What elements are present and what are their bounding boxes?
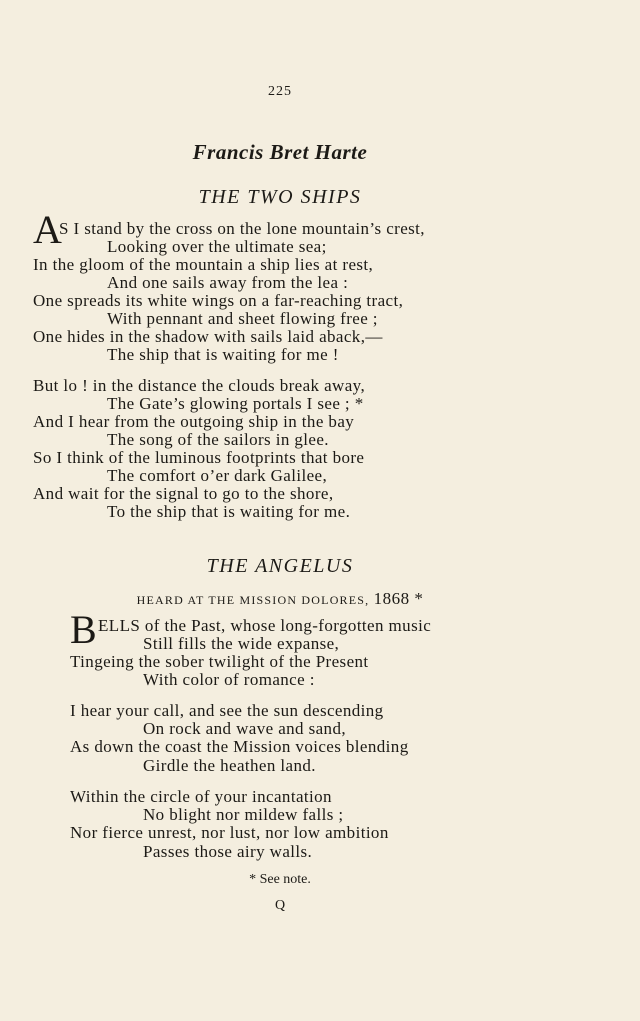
drop-cap-b: B (70, 607, 97, 652)
poem-title-two-ships: THE TWO SHIPS (198, 186, 362, 208)
poem-line: Within the circle of your incantation (70, 787, 332, 806)
poem-line: On rock and wave and sand, (143, 719, 347, 738)
poem-line: One hides in the shadow with sails laid aback,— (33, 327, 383, 346)
poem-line: So I think of the luminous footprints that bore (33, 448, 365, 467)
poem-line: No blight nor mildew falls ; (143, 805, 344, 824)
subtitle-text: HEARD AT THE MISSION DOLORES, (136, 593, 370, 607)
poem-line: Tingeing the sober twilight of the Present (70, 652, 369, 671)
poem-line: S I stand by the cross on the lone mountain’s crest, (59, 219, 425, 238)
poem-line: And one sails away from the lea : (107, 273, 349, 292)
author-heading: Francis Bret Harte (192, 140, 368, 164)
poem-line: ELLS of the Past, whose long-forgotten music (98, 616, 432, 635)
drop-cap-a: A (33, 207, 62, 252)
page-number: 225 (268, 84, 292, 99)
poem-line: The Gate’s glowing portals I see ; * (107, 394, 364, 413)
poem-line: The comfort o’er dark Galilee, (107, 466, 328, 485)
poem-line: And I hear from the outgoing ship in the bay (33, 412, 355, 431)
subtitle-year: 1868 * (373, 589, 424, 608)
poem-line: The ship that is waiting for me ! (107, 345, 339, 364)
poem-line: And wait for the signal to go to the shore, (33, 484, 334, 503)
poem-line: With color of romance : (143, 670, 315, 689)
poem-line: To the ship that is waiting for me. (107, 502, 351, 521)
poem-line: Looking over the ultimate sea; (107, 237, 327, 256)
poem-line: Girdle the heathen land. (143, 756, 316, 775)
poem-line: Nor fierce unrest, nor lust, nor low ambition (70, 823, 389, 842)
poem-line: Still fills the wide expanse, (143, 634, 340, 653)
poem-line: But lo ! in the distance the clouds break away, (33, 376, 366, 395)
poem-subtitle (0, 589, 560, 609)
poem-title-angelus: THE ANGELUS (206, 555, 354, 577)
poem-line: One spreads its white wings on a far-reaching tract, (33, 291, 404, 310)
signature-mark: Q (274, 898, 286, 913)
poem-line: With pennant and sheet flowing free ; (107, 309, 378, 328)
poem-line: As down the coast the Mission voices blending (70, 737, 409, 756)
poem-line: In the gloom of the mountain a ship lies at rest, (33, 255, 374, 274)
poem-line: Passes those airy walls. (143, 842, 313, 861)
poem-line: I hear your call, and see the sun descending (70, 701, 384, 720)
poem-line: The song of the sailors in glee. (107, 430, 329, 449)
footnote: * See note. (249, 872, 311, 887)
